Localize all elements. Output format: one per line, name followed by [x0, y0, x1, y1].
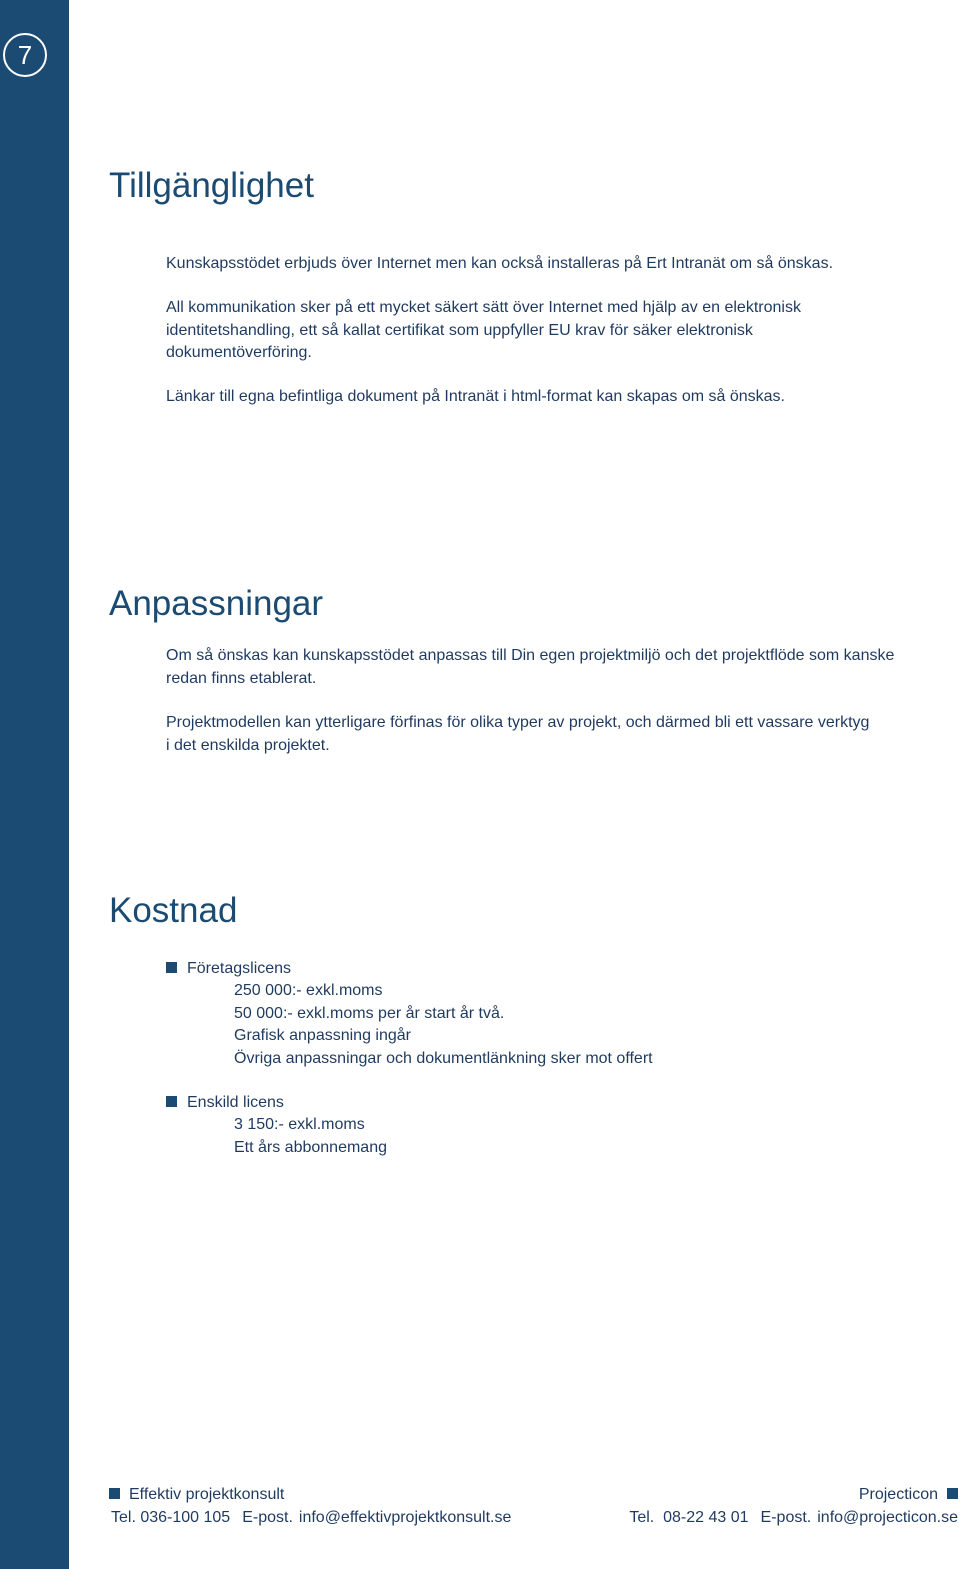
paragraph: Länkar till egna befintliga dokument på Intranät i html-format kan skapas om så önskas. [166, 388, 785, 405]
bullet-square-icon [947, 1488, 958, 1499]
license-detail: 3 150:- exkl.moms [234, 1116, 365, 1133]
footer-right-contact [629, 1507, 958, 1529]
license-detail: Grafisk anpassning ingår [234, 1027, 411, 1044]
license-detail: Ett års abbonnemang [234, 1138, 387, 1156]
bullet-square-icon [166, 1096, 177, 1107]
section-title-anpassningar: Anpassningar [109, 584, 324, 623]
footer-email-link[interactable]: info@effektivprojektkonsult.se [298, 1509, 512, 1526]
license-label: Enskild licens [187, 1094, 284, 1111]
footer-phone: Tel. 036-100 105 [111, 1509, 231, 1526]
footer-company-name: Effektiv projektkonsult [129, 1486, 285, 1503]
license-detail: Övriga anpassningar och dokumentlänkning sker mot offert [234, 1049, 653, 1067]
license-detail: 250 000:- exkl.moms [234, 982, 383, 999]
sidebar-band [0, 0, 69, 1569]
footer-right-company [859, 1484, 958, 1506]
footer-email-link[interactable]: info@projecticon.se [817, 1509, 958, 1526]
paragraph: All kommunikation sker på ett mycket säkert sätt över Internet med hjälp av en elektronisk identitetshandling, ett så kallat certifikat som uppfyller EU krav för säker elektronisk dokumentöverföring. [166, 299, 801, 361]
page-number-badge: 7 [3, 33, 47, 77]
footer-phone: Tel. 08-22 43 01 [629, 1509, 749, 1526]
footer-left-company [109, 1484, 284, 1506]
footer-email-label: E-post. [242, 1509, 293, 1526]
license-item-foretagslicens [166, 958, 291, 981]
paragraph: Kunskapsstödet erbjuds över Internet men kan också installeras på Ert Intranät om så önskas. [166, 255, 834, 272]
license-item-enskild-licens [166, 1092, 284, 1115]
footer-left-contact [111, 1507, 511, 1529]
license-details [234, 980, 653, 1070]
license-detail: 50 000:- exkl.moms per år start år två. [234, 1004, 505, 1022]
bullet-square-icon [109, 1488, 120, 1499]
paragraph: Om så önskas kan kunskapsstödet anpassas till Din egen projektmiljö och det projektflöde som kanske redan finns etablerat. [166, 647, 895, 687]
footer-email-label: E-post. [760, 1509, 812, 1526]
paragraph: Projektmodellen kan ytterligare förfinas för olika typer av projekt, och därmed bli ett vassare verktyg i det enskilda projektet. [166, 714, 870, 754]
section-title-tillganglighet: Tillgänglighet [109, 166, 314, 205]
section-title-kostnad: Kostnad [109, 891, 238, 930]
footer-company-name: Projecticon [858, 1486, 938, 1503]
license-label: Företagslicens [187, 960, 292, 977]
bullet-square-icon [166, 962, 177, 973]
license-details [234, 1114, 387, 1159]
